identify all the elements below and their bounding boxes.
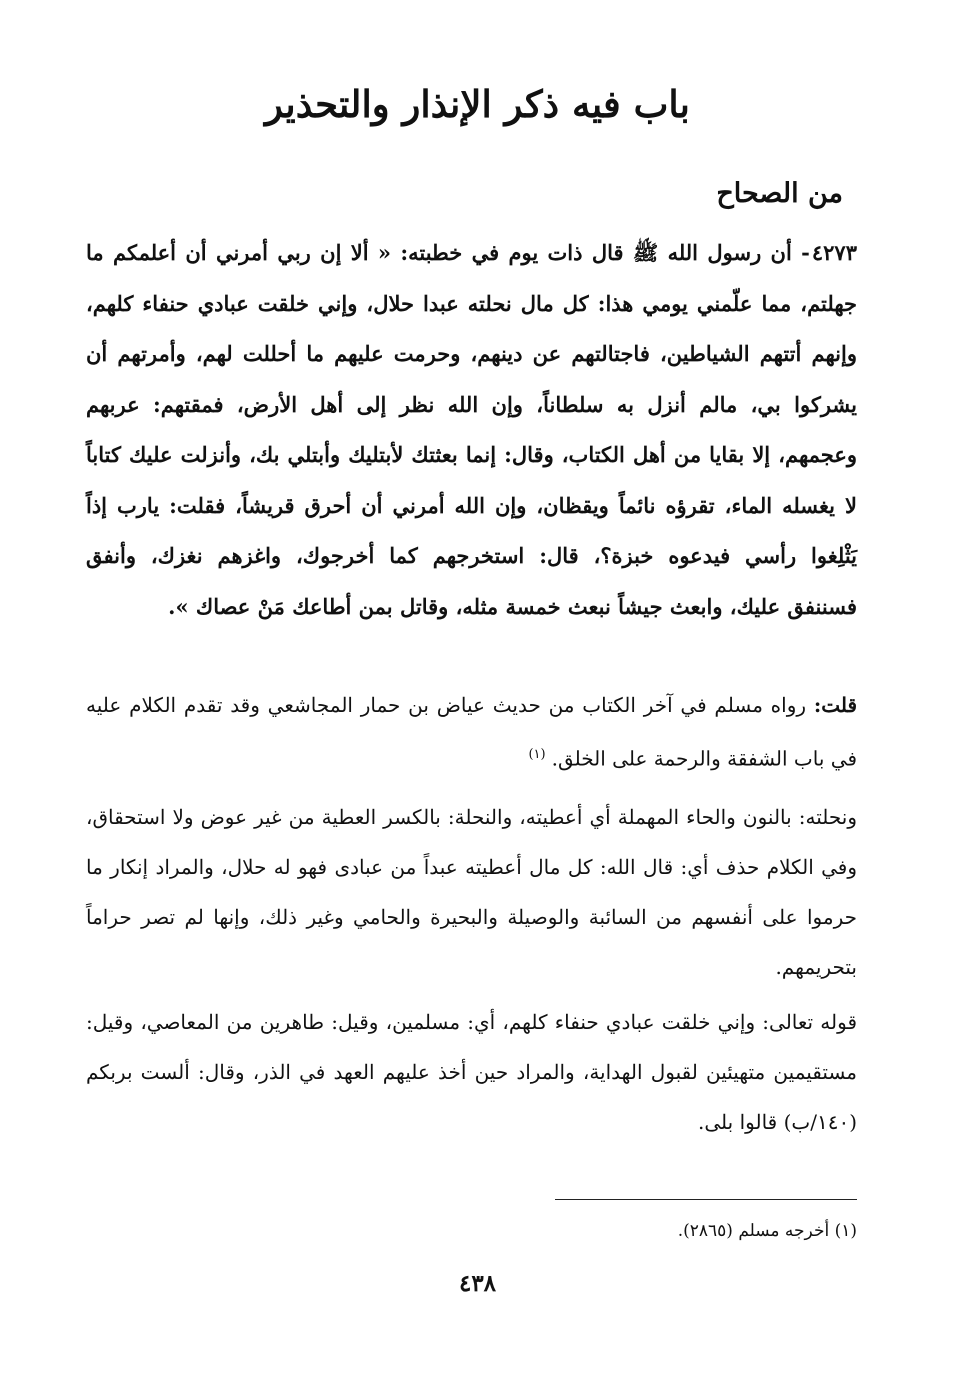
chapter-title: باب فيه ذكر الإنذار والتحذير (265, 82, 690, 126)
commentary-text-3: قوله تعالى: وإني خلقت عبادي حنفاء كلهم، أي: مسلمين، وقيل: طاهرين من المعاصي، وقيل: مستقيمين متهيئين لقبول الهداية، والمراد حين أخذ عليهم العهد في الذر، وقال: ألست بربكم (١٤٠/ب) قالوا بلى. (86, 1010, 857, 1134)
section-heading: من الصحاح (716, 178, 843, 209)
commentary-paragraph-1 (86, 680, 857, 784)
commentary-text-1: رواه مسلم في آخر الكتاب من حديث عياض بن حمار المجاشعي وقد تقدم الكلام عليه في باب الشفقة والرحمة على الخلق. (86, 693, 857, 771)
hadith-text: - أن رسول الله ﷺ قال ذات يوم في خطبته: « ألا إن ربي أمرني أن أعلمكم ما جهلتم، مما علّمني يومي هذا: كل مال نحلته عبدا حلال، وإني خلقت عبادي حنفاء كلهم، وإنهم أتتهم الشياطين، فاجتالتهم عن دينهم، وحرمت عليهم ما أحللت لهم، وأمرتهم أن يشركوا بي، مالم أنزل به سلطاناً، وإن الله نظر إلى أهل الأرض، فمقتهم: عربهم وعجمهم، إلا بقايا من أهل الكتاب، وقال: إنما بعثتك لأبتليك وأبتلي بك، وأنزلت عليك كتاباً لا يغسله الماء، تقرؤه نائماً ويقظان، وإن الله أمرني أن أحرق قريشاً، فقلت: يارب إذاً يَثْلِغوا رأسي فيدعوه خبزة؟، قال: استخرجهم كما أخرجوك، واغزهم نغزك، وأنفق فسننفق عليك، وابعث جيشاً نبعث خمسة مثله، وقاتل بمن أطاعك مَنْ عصاك ». (86, 240, 857, 619)
commentary-paragraph-3 (86, 997, 857, 1147)
commentary-label: قلت: (813, 693, 858, 717)
hadith-number: ٤٢٧٣ (811, 240, 857, 265)
footnote-separator (555, 1199, 857, 1200)
footnote-marker[interactable]: (١) (528, 747, 546, 762)
footnote: (١) أخرجه مسلم (٢٨٦٥). (677, 1221, 857, 1241)
commentary-text-2: ونحلته: بالنون والحاء المهملة أي أعطيته، والنحلة: بالكسر العطية من غير عوض ولا استحقاق، وفي الكلام حذف أي: قال الله: كل مال أعطيته عبداً من عبادى فهو له حلال، والمراد إنكار ما حرموا على أنفسهم من السائبة والوصيلة والبحيرة والحامي وغير ذلك، وإنها لم تصر حراماً بتحريمهم. (86, 805, 857, 979)
hadith-paragraph (86, 228, 857, 632)
commentary-paragraph-2 (86, 792, 857, 992)
page-number: ٤٣٨ (458, 1270, 497, 1297)
